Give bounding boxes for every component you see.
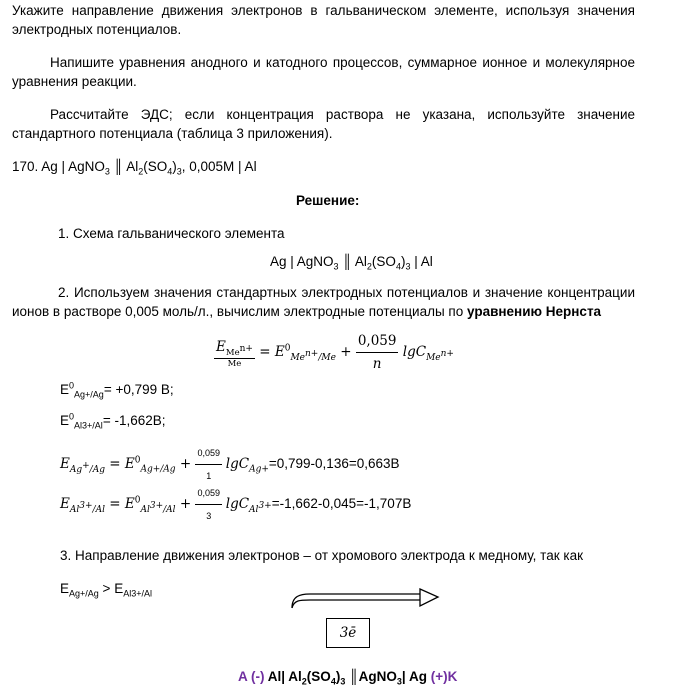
sub-2: 2 [366, 261, 372, 272]
nernst-formula: $\frac{E_{Me^{n+}}}{Me}$ = $E^0_{Me^{n+}/Me}$ + $\frac{0,059}{n}$ lgC$_{Me^{n+}}$ [214, 330, 454, 375]
cathode-label: (+)K [430, 669, 458, 684]
std-ag: $E^0_{Ag+/Ag}= +0,799$ В; [60, 380, 174, 400]
task-number: 170. [12, 159, 39, 174]
intro-p2-line1: Напишите уравнения анодного и катодного процессов, суммарное ионное и молекулярное [50, 55, 635, 70]
intro-p2-line2: уравнения реакции. [12, 74, 137, 89]
task-so: (SO [143, 159, 168, 174]
sub-3: 3 [333, 261, 339, 272]
scheme-close: ) [400, 254, 406, 269]
anode-label: A (-) [238, 669, 268, 684]
lhs-frac: $\frac{E_{Me^{n+}}}{Me}$ [214, 336, 255, 369]
electrons-box: 3ē [326, 618, 370, 648]
step3-text: 3. Направление движения электронов – от хромового электрода к медному, так как [60, 548, 583, 563]
scheme-left: Ag | AgNO [270, 254, 334, 269]
task-ag-agno: Ag | AgNO [41, 159, 105, 174]
sub-2: 2 [138, 166, 144, 177]
nernst-frac: $\frac{0,059}{n}$ [356, 330, 399, 375]
salt-bridge: ║ [338, 254, 355, 269]
sub-4: 4 [167, 166, 173, 177]
intro-p1-line1: Укажите направление движения электронов в гальваническом элементе, используя значения [12, 3, 635, 18]
task-tail: , 0,005M | Al [181, 159, 257, 174]
calc-al: $E_{Al^{3+}/Al} = E^0_{Al^{3+}/Al}$ + $\frac{0,059}{3}$ lgC$_{Al^{3+}}$=-1,662-0,045=-1,707В [60, 482, 411, 527]
sub-3: 3 [176, 166, 182, 177]
intro-p3-line1: Рассчитайте ЭДС; если концентрация раствора не указана, используйте значение [50, 107, 635, 122]
solution-heading: Решение: [296, 193, 360, 208]
sub-4: 4 [395, 261, 401, 272]
task-line [12, 158, 257, 176]
nernst-name: уравнению Нернста [467, 304, 602, 319]
salt-bridge: ║ [109, 159, 127, 174]
intro-p3-line2: стандартного потенциала (таблица 3 приложения). [12, 126, 333, 141]
cell-scheme [270, 253, 433, 271]
potential-compare: $E_{Ag+/Ag} > E_{Al3+/Al}$ [60, 581, 152, 599]
intro-p1-line2: электродных потенциалов. [12, 22, 182, 37]
electron-flow-arrow-icon [270, 588, 450, 618]
step1-text: 1. Схема гальванического элемента [58, 226, 285, 241]
step2-line2 [12, 303, 601, 321]
scheme-right: | Al [410, 254, 433, 269]
std-al: $E^0_{Al3+/Al}= -1,662В$; [60, 411, 166, 431]
task-al: Al [126, 159, 139, 174]
sub-3: 3 [405, 261, 411, 272]
scheme-al: Al [354, 254, 367, 269]
final-scheme: A (-) Al| $Al_2(SO_4)_3$ ║AgNO$_3$| Ag (+)K [238, 669, 458, 687]
task-close: ) [172, 159, 177, 174]
sub-3: 3 [104, 166, 110, 177]
scheme-so: (SO [371, 254, 396, 269]
calc-ag: $E_{Ag^+/Ag} = E^0_{Ag+/Ag}$ + $\frac{0,059}{1}$ lgC$_{Ag+}$=0,799-0,136=0,663В [60, 442, 400, 487]
step2-plain: ионов в растворе 0,005 моль/л., вычислим электродные потенциалы по [12, 304, 467, 319]
step2-line1: 2. Используем значения стандартных электродных потенциалов и значение концентрации [58, 285, 635, 300]
